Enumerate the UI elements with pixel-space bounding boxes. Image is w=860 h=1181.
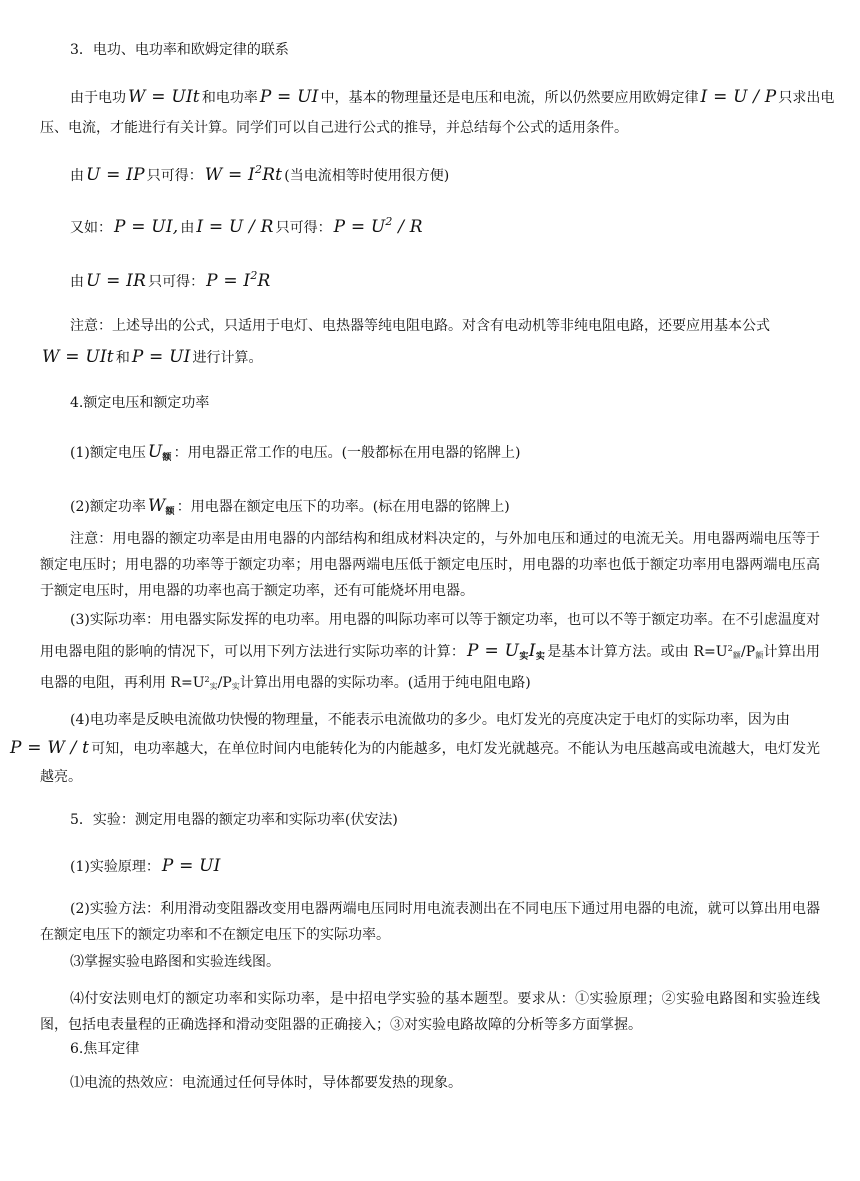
formula-electric-power: P = UI [259, 87, 319, 107]
formula-u-ip: U = IP [86, 165, 145, 185]
formula-actual-power: $P = U_实I_实$ [467, 641, 546, 662]
s3-note-line-1: 注意：上述导出的公式，只适用于电灯、电热器等纯电阻电路。对含有电动机等非纯电阻电路，还要应用基本公式 [70, 318, 770, 334]
formula-u-ir: U = IR [86, 271, 147, 291]
formula-ohm-law: I = U / P [700, 87, 777, 107]
s5-item-3: ⑶掌握实验电路图和实验连线图。 [70, 954, 280, 970]
section-4-heading: 4.额定电压和额定功率 [70, 395, 210, 411]
formula-electric-work: W = UIt [128, 87, 200, 107]
formula-rated-voltage: $U_额$ [147, 442, 172, 463]
s3-derivation-2: 又如： P = UI, 由 I = U / R 只可得： $P = U^2 / R$ [70, 215, 423, 237]
s6-item-1: ⑴电流的热效应：电流通过任何导体时，导体都要发热的现象。 [70, 1075, 462, 1091]
s3-derivation-1: 由 U = IP 只可得： $W = I^2Rt$ (当电流相等时使用很方便) [70, 163, 450, 185]
formula-rated-power: $W_额$ [147, 496, 175, 517]
formula-p-i2r: $P = I^2R$ [206, 269, 271, 291]
s4-item-2: (2)额定功率 $W_额$ ：用电器在额定电压下的功率。(标在用电器的铭牌上) [70, 496, 510, 517]
formula-w-i2rt: $W = I^2Rt$ [204, 163, 283, 185]
s5-item-1: (1)实验原理： P = UI [70, 856, 221, 876]
formula-experiment-principle: P = UI [161, 856, 221, 876]
resistance-formula-actual: $^2_实$ [204, 675, 218, 691]
section-6-heading: 6.焦耳定律 [70, 1041, 140, 1057]
formula-p-ui-basic: P = UI [131, 347, 191, 367]
formula-p-u2r: $P = U^2 / R$ [333, 215, 423, 237]
s3-paragraph-line-2: 压、电流，才能进行有关计算。同学们可以自己进行公式的推导，并总结每个公式的适用条件。 [40, 120, 628, 136]
resistance-formula-rated: $^2_额$ [727, 644, 742, 660]
section-3-heading: 3．电功、电功率和欧姆定律的联系 [70, 42, 289, 58]
formula-p-ui: P = UI, [114, 217, 179, 237]
s4-item-4-paragraph: (4)电功率是反映电流做功快慢的物理量，不能表示电流做功的多少。电灯发光的亮度决定于电灯的实际功率，因为由 P = W / t 可知，电功率越大，在单位时间内电能转化为的内能越多，电灯发光就越亮。不能认为电压越高或电流越大，电灯发光越亮。 [10, 712, 820, 785]
s5-item-4-paragraph: ⑷付安法则电灯的额定功率和实际功率，是中招电学实验的基本题型。要求从：①实验原理；②实验电路图和实验连线图，包括电表量程的正确选择和滑动变阻器的正确接入；③对实验电路故障的分析等多方面掌握。 [40, 991, 820, 1033]
s3-note-line-2: W = UIt 和 P = UI 进行计算。 [42, 347, 263, 367]
s3-derivation-3: 由 U = IR 只可得： $P = I^2R$ [70, 269, 271, 291]
formula-p-wt: P = W / t [10, 738, 90, 758]
s4-note-paragraph: 注意：用电器的额定功率是由用电器的内部结构和组成材料决定的，与外加电压和通过的电流无关。用电器两端电压等于额定电压时；用电器的功率等于额定功率；用电器两端电压低于额定电压时，用电器的功率也低于额定功率用电器两端电压高于额定电压时，用电器的功率也高于额定功率，还有可能烧坏用电器。 [40, 531, 820, 599]
section-5-heading: 5．实验：测定用电器的额定功率和实际功率(伏安法) [70, 812, 398, 828]
s4-item-1: (1)额定电压 $U_额$ ：用电器正常工作的电压。(一般都标在用电器的铭牌上) [70, 442, 521, 463]
s4-item-3-paragraph: (3)实际功率：用电器实际发挥的电功率。用电器的叫际功率可以等于额定功率，也可以不等于额定功率。在不引虑温度对用电器电阻的影响的情况下，可以用下列方法进行实际功率的计算： $P = U_实I_实$ 是基本计算方法。或由 $R=U^2_额/P_额$计算出用电器的电阻，再利用 $R=U^2_实/P_实$计算出用电器的实际功率。(适用于纯电阻电路) [40, 612, 821, 691]
formula-w-uit: W = UIt [42, 347, 114, 367]
formula-i-ur: I = U / R [196, 217, 274, 237]
s5-item-2-paragraph: (2)实验方法：利用滑动变阻器改变用电器两端电压同时用电流表测出在不同电压下通过用电器的电流，就可以算出用电器在额定电压下的额定功率和不在额定电压下的实际功率。 [40, 901, 820, 943]
s3-paragraph-line-1: 由于电功 W = UIt 和电功率 P = UI 中，基本的物理量还是电压和电流，所以仍然要应用欧姆定律 I = U / P 只求出电 [70, 87, 835, 107]
